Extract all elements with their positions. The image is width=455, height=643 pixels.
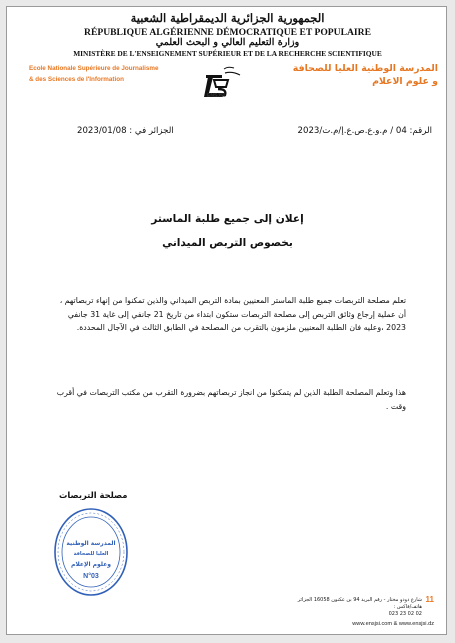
stamp-line-1: المدرسة الوطنية bbox=[66, 540, 116, 547]
school-name-ar bbox=[248, 62, 438, 88]
header-republic-fr: RÉPUBLIQUE ALGÉRIENNE DÉMOCRATIQUE ET POPULAIRE bbox=[84, 27, 371, 38]
reference-number: الرقم: 04 / م.و.ع.ص.ع.إ/م.ت/2023 bbox=[297, 126, 432, 136]
footer-address: شارع دودو مختار - رقم البريد 94 بن عكنون 16058 الجزائر bbox=[297, 597, 422, 603]
footer-phone: 023 23 02 02 bbox=[388, 611, 422, 617]
header-republic-ar: الجمهورية الجزائرية الديمقراطية الشعبية bbox=[130, 11, 325, 25]
school-name-fr-line2: & des Sciences de l'Information bbox=[29, 76, 124, 83]
body-paragraph-1: تعلم مصلحة التربصات جميع طلبة الماستر المعنيين بمادة التربص الميداني والذين تمكنوا من إنهاء تربصاتهم ، أن عملية إرجاع وثائق التربص إلى مصلحة التربصات ستكون ابتداء من تاريخ 21 جانفي إلى غاية 31 جانفي 2023 ،وعليه فان الطلبة المعنيين ملزمون بالتقرب من المصلحة في الطابق الثالث في الآجال المحددة. bbox=[59, 296, 406, 332]
announcement-subtitle: بخصوص التربص الميداني bbox=[162, 237, 293, 249]
school-name-ar-line2: و علوم الاعلام bbox=[372, 76, 438, 87]
stamp-line-3: وعلوم الإعلام bbox=[70, 561, 112, 568]
footer-address-number: 11 bbox=[425, 595, 434, 604]
document-date: الجزائر في : 2023/01/08 bbox=[77, 126, 174, 136]
school-name-fr bbox=[29, 63, 194, 85]
header-ministry-fr: MINISTÈRE DE L'ENSEIGNEMENT SUPÉRIEUR ET DE LA RECHERCHE SCIENTIFIQUE bbox=[73, 49, 382, 58]
school-name-fr-line1: Ecole Nationale Supérieure de Journalisme bbox=[29, 65, 159, 72]
signature-service: مصلحة التربصات bbox=[59, 490, 128, 500]
stamp-number: N°03 bbox=[83, 573, 99, 580]
document-page bbox=[6, 6, 447, 635]
body-paragraph-2: هذا وتعلم المصلحة الطلبة الذين لم يتمكنوا من انجاز تربصاتهم بضرورة التقرب من مكتب التربصات في أقرب وقت . bbox=[56, 388, 406, 411]
announcement-title: إعلان إلى جميع طلبة الماستر bbox=[151, 213, 304, 225]
logo-text: ENSJSI bbox=[207, 93, 225, 99]
header-ministry-ar: وزارة التعليم العالي و البحث العلمي bbox=[155, 37, 300, 48]
footer-website: www.ensjsi.com & www.ensjsi.dz bbox=[352, 621, 434, 627]
stamp-line-2: العليا للصحافة bbox=[73, 551, 109, 557]
footer-fax-label: هاتف/فاكس : bbox=[393, 604, 422, 610]
school-name-ar-line1: المدرسة الوطنية العليا للصحافة bbox=[292, 63, 438, 74]
